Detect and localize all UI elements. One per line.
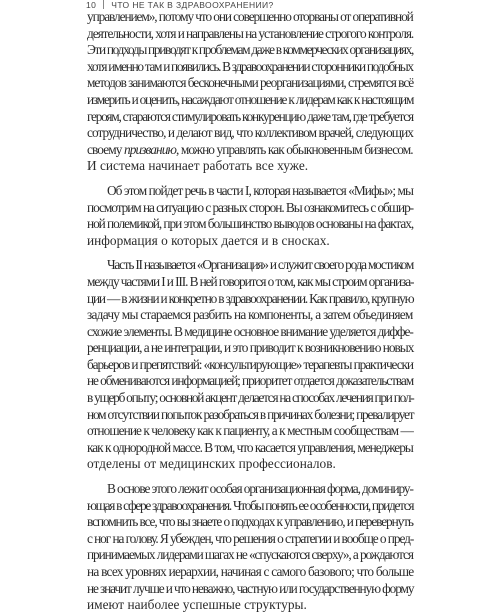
- text-line: вспомнить все, что вы знаете о подходах к управлению, и перевернуть: [87, 514, 413, 530]
- paragraph: [87, 9, 413, 175]
- paragraph: [87, 481, 413, 614]
- paragraph-gap: [87, 249, 413, 257]
- paragraph: [87, 257, 413, 473]
- text-line: своему призванию, можно управлять как обыкновенным бизнесом.: [87, 141, 413, 157]
- text-line: задачу мы стараемся разбить на компоненты, а затем объединяем: [87, 307, 413, 323]
- text-line: отделены от медицинских профессионалов.: [87, 456, 336, 472]
- text-line: И система начинает работать все хуже.: [87, 158, 309, 174]
- text-line: не значит лучше и что неважно, частную или государственную форму: [87, 580, 414, 596]
- text-line: в ущерб опыту; основной акцент делается на способах лечения при пол-: [87, 390, 414, 406]
- text-line: Эти подходы приводят к проблемам даже в коммерческих организациях,: [87, 42, 414, 58]
- page-body: [87, 9, 413, 614]
- text-line: ренциации, а не интеграции, и это приводит к возникновению новых: [87, 340, 414, 356]
- text-line: на всех уровнях иерархии, начиная с самого базового; что больше: [87, 564, 414, 579]
- text-line: ции — в жизни и конкретно в здравоохранении. Как правило, крупную: [87, 290, 414, 306]
- text-line: сотрудничество, и делают вид, что коллективом врачей, следующих: [87, 125, 413, 141]
- text-line: как к однородной массе. В том, что касается управления, менеджеры: [87, 439, 413, 455]
- text-line: героям, стараются стимулировать конкуренцию даже там, где требуется: [87, 108, 413, 124]
- text-line: принимаемых лидерами шагах не «спускаются сверху», а рождаются: [87, 547, 413, 563]
- text-line: ющая в сфере здравоохранения. Чтобы понять ее особенности, придется: [87, 497, 414, 513]
- emphasis: призванию: [123, 141, 176, 157]
- text-line: ном отсутствии попыток разобраться в причинах болезни; превалирует: [87, 406, 414, 422]
- text-line: схожие элементы. В медицине основное внимание уделяется диффе-: [87, 323, 413, 339]
- text-line: между частями I и III. В ней говорится о том, как мы строим организа-: [87, 273, 414, 289]
- header-divider: [103, 0, 104, 9]
- text-line: не обмениваются информацией; приоритет отдается доказательствам: [87, 373, 414, 389]
- text-line: управлением», потому что они совершенно оторваны от оперативной: [87, 9, 413, 24]
- text-line: барьеров и препятствий: «консультирующие» терапевты практически: [87, 356, 413, 372]
- paragraph-gap: [87, 175, 413, 183]
- text-line: с ног на голову. Я убежден, что решения о стратегии и вообще о пред-: [87, 530, 414, 546]
- text-line: деятельности, хотя и направлены на установление строгого контроля.: [87, 25, 414, 41]
- text-line: Об этом пойдет речь в части I, которая называется «Мифы»; мы: [107, 182, 413, 198]
- text-line: посмотрим на ситуацию с разных сторон. Вы ознакомитесь с обшир-: [87, 199, 414, 215]
- paragraph: [87, 183, 413, 249]
- running-title: ЧТО НЕ ТАК В ЗДРАВООХРАНЕНИИ?: [111, 0, 274, 10]
- text-line: информация о которых дается и в сносках.: [87, 232, 330, 248]
- text-line: имеют наиболее успешные структуры.: [87, 597, 307, 613]
- text-line: отношение к человеку как к пациенту, а к местным сообществам —: [87, 423, 413, 439]
- paragraph-gap: [87, 473, 413, 481]
- text-line: ной полемикой, при этом большинство выводов основаны на фактах,: [87, 216, 414, 232]
- text-line: В основе этого лежит особая организационная форма, доминиру-: [107, 481, 413, 497]
- text-line: Часть II называется «Организация» и служит своего рода мостиком: [107, 257, 414, 273]
- text-line: методов занимаются бесконечными реорганизациями, стремятся всё: [87, 75, 414, 91]
- page-number: 10: [86, 0, 97, 10]
- text-line: хотя именно там и появились. В здравоохранении сторонники подобных: [87, 58, 413, 74]
- text-line: измерить и оценить, насаждают отношение к лидерам как к настоящим: [87, 91, 414, 107]
